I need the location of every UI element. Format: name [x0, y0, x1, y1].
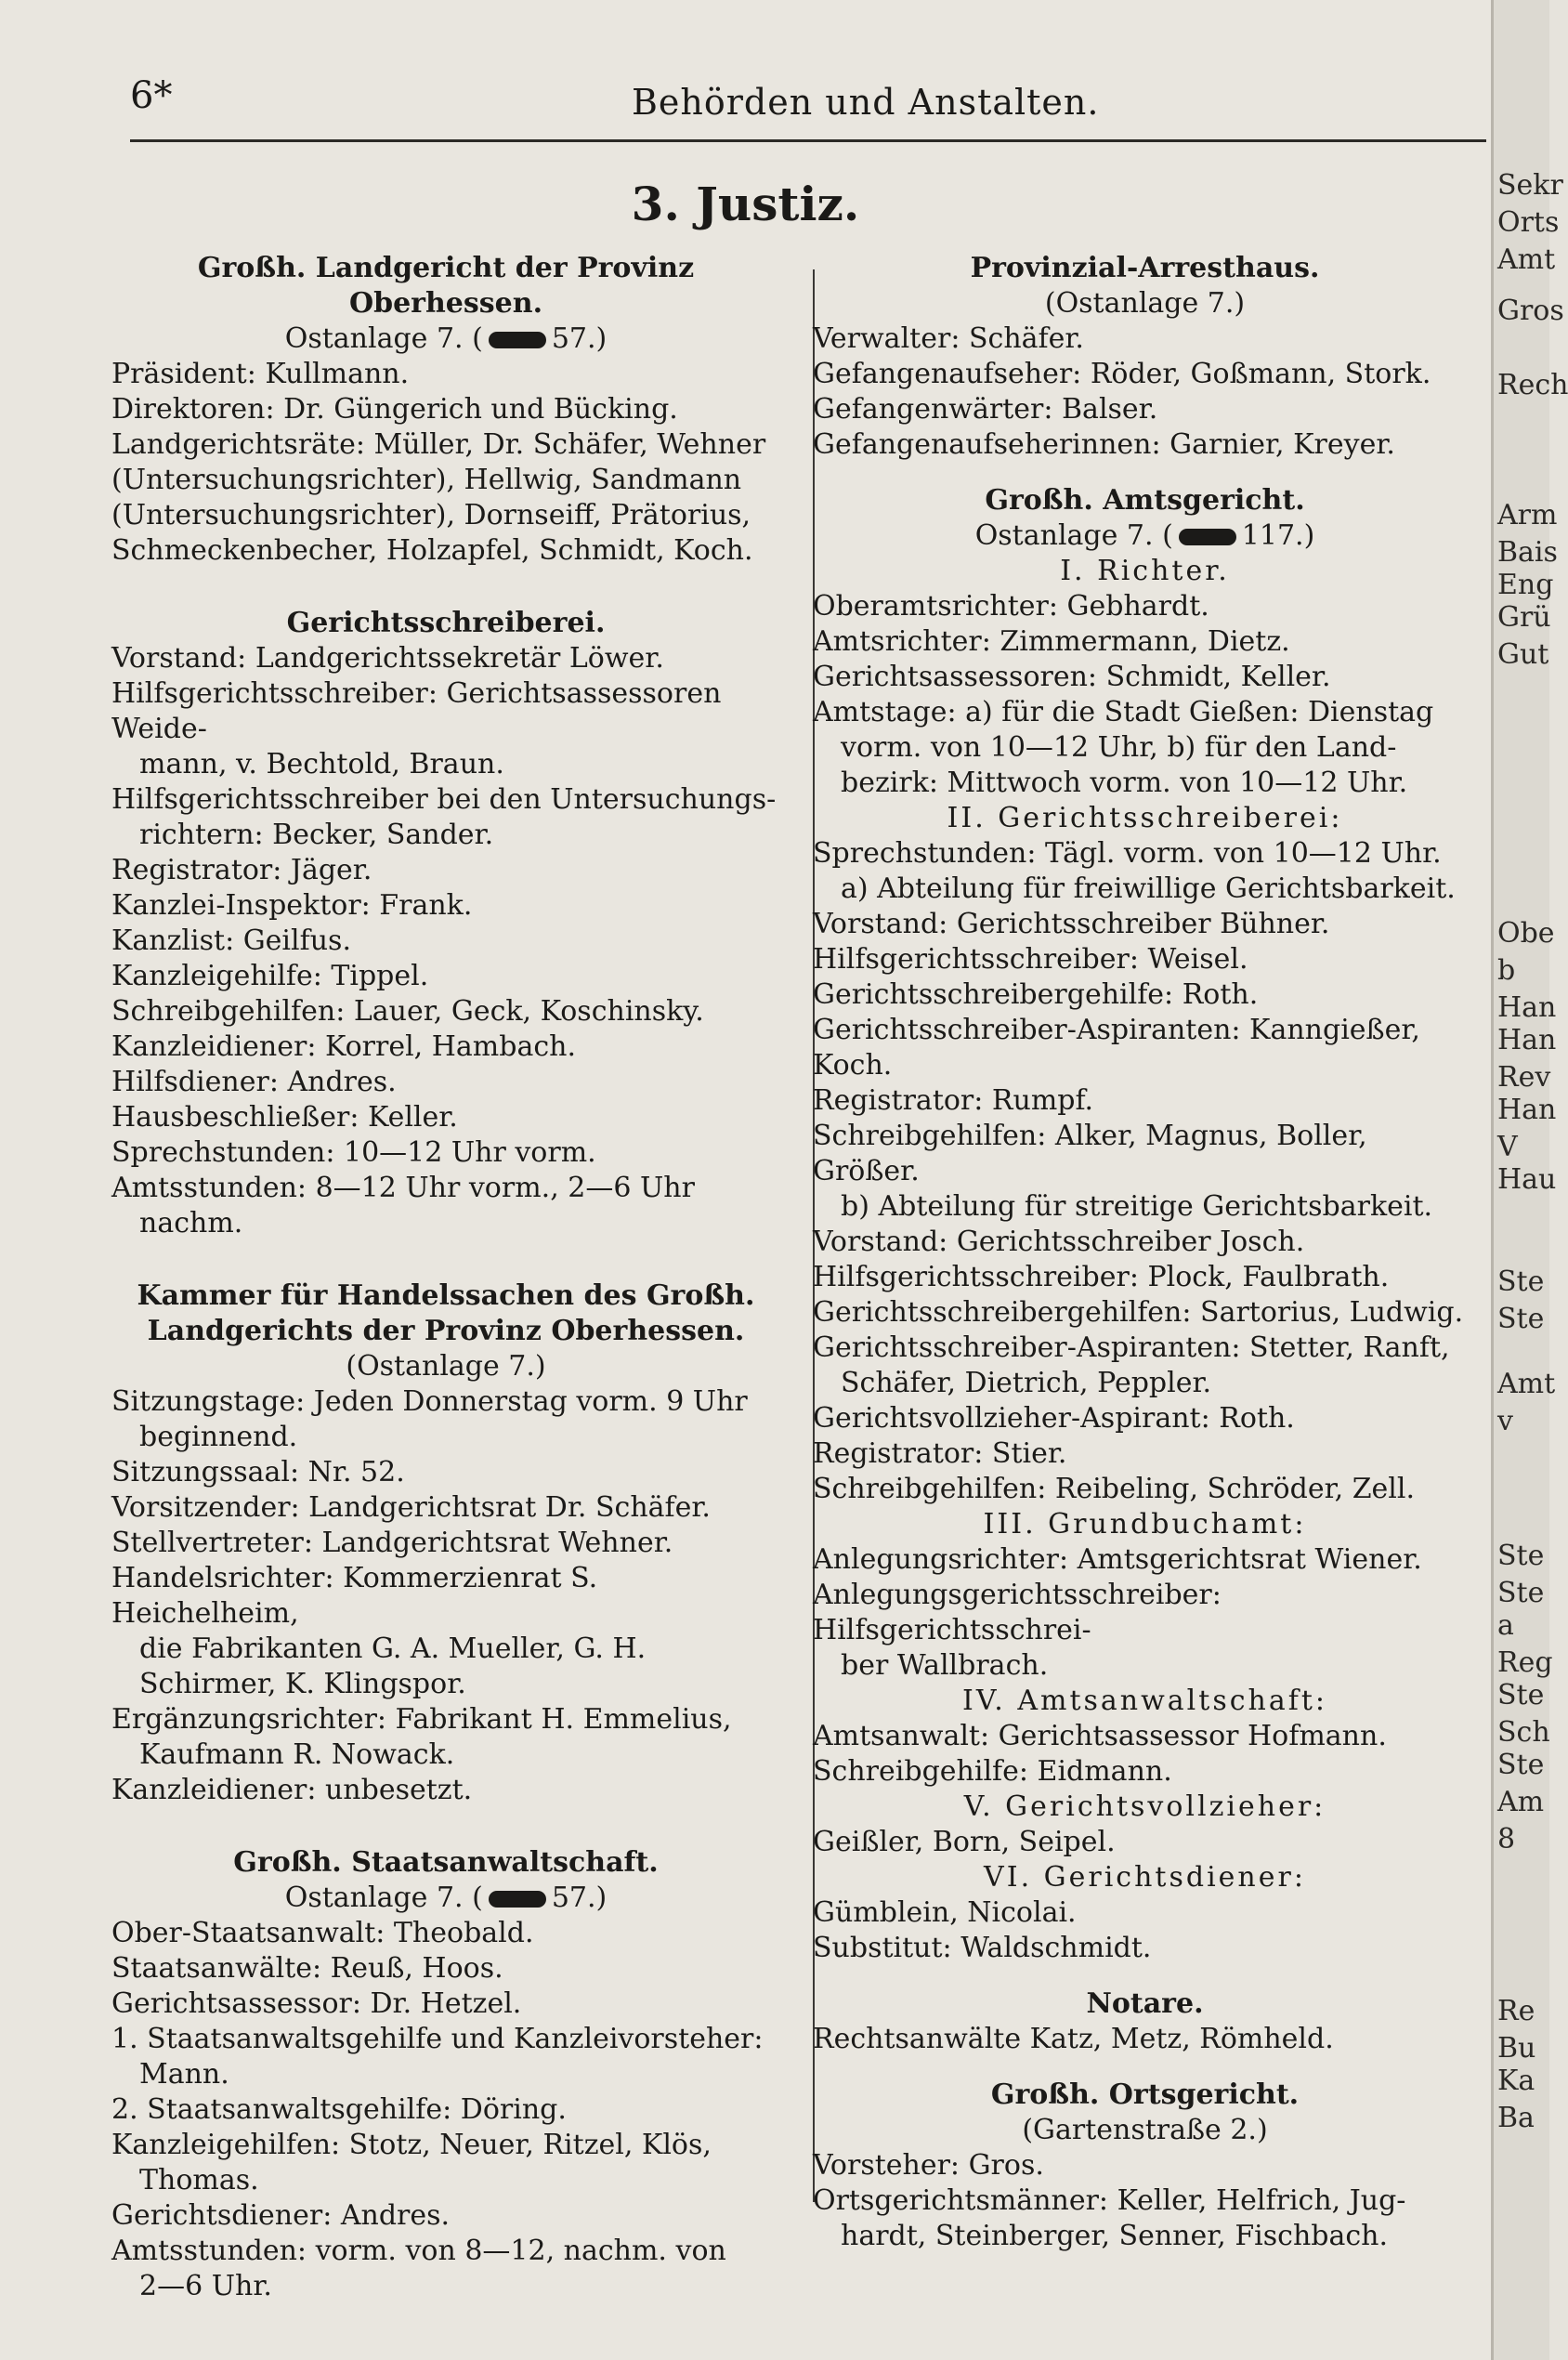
entry-line: Kaufmann R. Nowack. — [139, 1738, 455, 1771]
telephone-number: 57.) — [551, 322, 608, 355]
kammer-title-1: Kammer für Handelssachen des Großh. — [137, 1279, 755, 1312]
entry-line: Gerichtsvollzieher-Aspirant: Roth. — [813, 1402, 1295, 1435]
notare-list — [813, 2022, 1477, 2057]
edge-fragment: Ka — [1497, 2065, 1535, 2097]
entry-line: Schreibgehilfen: Reibeling, Schröder, Zell. — [813, 1473, 1416, 1505]
entry-line: Verwalter: Schäfer. — [813, 322, 1084, 355]
grundbuchamt-heading: III. Grundbuchamt: — [983, 1508, 1307, 1541]
staatsanwaltschaft-address — [111, 1881, 780, 1916]
entry-line: ber Wallbrach. — [841, 1649, 1049, 1682]
arresthaus-list — [813, 321, 1477, 463]
edge-fragment: Re — [1497, 1995, 1535, 2027]
gerichtsvollzieher-list — [813, 1825, 1477, 1860]
entry-line: Gerichtsschreibergehilfe: Roth. — [813, 978, 1259, 1011]
entry-line: Gerichtsassessoren: Schmidt, Keller. — [813, 661, 1331, 693]
entry-line: Hilfsgerichtsschreiber: Weisel. — [813, 943, 1248, 976]
entry-line: Gefangenaufseherinnen: Garnier, Kreyer. — [813, 428, 1395, 461]
section-title: 3. Justiz. — [631, 177, 860, 231]
entry-line: Vorstand: Gerichtsschreiber Josch. — [813, 1226, 1305, 1258]
entry-line: Schmeckenbecher, Holzapfel, Schmidt, Koch. — [111, 534, 753, 567]
entry-line: Schreibgehilfe: Eidmann. — [813, 1755, 1172, 1788]
left-column — [111, 251, 780, 2304]
entry-line: Ortsgerichtsmänner: Keller, Helfrich, Jug- — [813, 2184, 1406, 2217]
edge-fragment: Hau — [1497, 1163, 1557, 1196]
edge-fragment: Amt — [1497, 243, 1556, 276]
entry-line: Gerichtsdiener: Andres. — [111, 2199, 451, 2232]
ortsgericht-address: (Gartenstraße 2.) — [1022, 2114, 1268, 2146]
address-text: Ostanlage 7. ( — [974, 519, 1173, 552]
entry-line: hardt, Steinberger, Senner, Fischbach. — [841, 2220, 1389, 2252]
right-column — [813, 251, 1477, 2254]
grundbuchamt-list — [813, 1542, 1477, 1684]
entry-line: Gefangenaufseher: Röder, Goßmann, Stork. — [813, 358, 1431, 390]
entry-line: die Fabrikanten G. A. Mueller, G. H. — [139, 1632, 647, 1665]
gerichtsvollzieher-heading: V. Gerichtsvollzieher: — [963, 1790, 1326, 1823]
entry-line: Gefangenwärter: Balser. — [813, 393, 1158, 426]
entry-line: 2—6 Uhr. — [139, 2270, 272, 2302]
telephone-number: 57.) — [551, 1881, 608, 1914]
entry-line: Vorsteher: Gros. — [813, 2149, 1044, 2182]
entry-line: Oberamtsrichter: Gebhardt. — [813, 590, 1209, 623]
edge-fragment: a — [1497, 1609, 1514, 1642]
entry-line: Anlegungsgerichtsschreiber: Hilfsgerichtsschrei- — [813, 1579, 1222, 1646]
edge-fragment: Ste — [1497, 1749, 1545, 1781]
edge-fragment: Ste — [1497, 1679, 1545, 1711]
header-rule — [130, 139, 1486, 142]
edge-fragment: V — [1497, 1131, 1518, 1163]
entry-line: Hilfsdiener: Andres. — [111, 1066, 397, 1098]
edge-fragment: Sch — [1497, 1716, 1550, 1749]
amtsgericht-gs-list — [813, 836, 1477, 1507]
entry-line: vorm. von 10—12 Uhr, b) für den Land- — [841, 731, 1397, 764]
kammer-title-2: Landgerichts der Provinz Oberhessen. — [147, 1315, 745, 1347]
entry-line: Thomas. — [139, 2164, 259, 2196]
edge-fragment: Han — [1497, 1094, 1557, 1126]
kammer-list — [111, 1384, 780, 1808]
edge-fragment: Orts — [1497, 206, 1560, 239]
entry-line: beginnend. — [139, 1421, 298, 1453]
ortsgericht-list — [813, 2148, 1477, 2254]
edge-fragment: Obe — [1497, 917, 1555, 950]
entry-line: Mann. — [139, 2058, 229, 2091]
entry-line: Registrator: Jäger. — [111, 854, 372, 886]
entry-line: Rechtsanwälte Katz, Metz, Römheld. — [813, 2023, 1334, 2055]
entry-line: Sitzungssaal: Nr. 52. — [111, 1456, 405, 1488]
richter-heading: I. Richter. — [1060, 555, 1230, 587]
entry-line: Gerichtsschreibergehilfen: Sartorius, Ludwig. — [813, 1296, 1464, 1329]
edge-fragment: Sekr — [1497, 169, 1563, 202]
entry-line: Handelsrichter: Kommerzienrat S. Heichelheim, — [111, 1562, 598, 1630]
edge-fragment: Amt — [1497, 1368, 1556, 1400]
entry-line: Amtsstunden: vorm. von 8—12, nachm. von — [111, 2235, 726, 2267]
entry-line: Gerichtsassessor: Dr. Hetzel. — [111, 1987, 522, 2020]
entry-line: Kanzlei-Inspektor: Frank. — [111, 889, 473, 922]
entry-line: Amtstage: a) für die Stadt Gießen: Dienstag — [813, 696, 1434, 728]
entry-line: Gümblein, Nicolai. — [813, 1896, 1077, 1929]
entry-line: Ergänzungsrichter: Fabrikant H. Emmelius, — [111, 1703, 732, 1736]
entry-line: Registrator: Stier. — [813, 1437, 1067, 1470]
edge-fragment: Am — [1497, 1786, 1545, 1818]
telephone-icon — [489, 332, 546, 348]
entry-line: Hilfsgerichtsschreiber bei den Untersuchungs- — [111, 783, 777, 816]
entry-line: b) Abteilung für streitige Gerichtsbarkeit. — [841, 1190, 1433, 1223]
edge-fragment: Eng — [1497, 569, 1554, 601]
telephone-number: 117.) — [1241, 519, 1315, 552]
gerichtsdiener-heading: VI. Gerichtsdiener: — [984, 1861, 1306, 1894]
gerichtsschreiberei-title: Gerichtsschreiberei. — [286, 607, 606, 639]
entry-line: 1. Staatsanwaltsgehilfe und Kanzleivorsteher: — [111, 2023, 764, 2055]
entry-line: Schreibgehilfen: Alker, Magnus, Boller, Größer. — [813, 1120, 1367, 1187]
entry-line: Kanzleigehilfen: Stotz, Neuer, Ritzel, Klös, — [111, 2129, 712, 2161]
entry-line: Stellvertreter: Landgerichtsrat Wehner. — [111, 1527, 673, 1559]
edge-fragment: b — [1497, 954, 1516, 987]
edge-fragment: Gros — [1497, 295, 1564, 327]
entry-line: Landgerichtsräte: Müller, Dr. Schäfer, Wehner — [111, 428, 766, 461]
entry-line: Kanzleigehilfe: Tippel. — [111, 960, 429, 992]
address-text: Ostanlage 7. ( — [284, 1881, 483, 1914]
entry-line: Hilfsgerichtsschreiber: Gerichtsassessoren Weide- — [111, 677, 722, 745]
edge-fragment: Rech — [1497, 369, 1568, 401]
page-number: 6* — [130, 74, 173, 117]
entry-line: Registrator: Rumpf. — [813, 1084, 1094, 1117]
edge-fragment: Ba — [1497, 2102, 1535, 2134]
kammer-address: (Ostanlage 7.) — [346, 1350, 546, 1383]
landgericht-title: Großh. Landgericht der Provinz Oberhessen. — [197, 252, 695, 320]
entry-line: 2. Staatsanwaltsgehilfe: Döring. — [111, 2093, 567, 2126]
entry-line: Ober-Staatsanwalt: Theobald. — [111, 1917, 534, 1949]
edge-fragment: Ste — [1497, 1265, 1545, 1298]
entry-line: Schirmer, K. Klingspor. — [139, 1668, 466, 1700]
edge-fragment: Bais — [1497, 536, 1558, 569]
telephone-icon — [489, 1891, 546, 1908]
entry-line: Sprechstunden: Tägl. vorm. von 10—12 Uhr. — [813, 837, 1442, 870]
edge-fragment: Gut — [1497, 638, 1549, 671]
entry-line: nachm. — [139, 1207, 243, 1239]
entry-line: Gerichtsschreiber-Aspiranten: Stetter, Ranft, — [813, 1331, 1450, 1364]
entry-line: Amtsstunden: 8—12 Uhr vorm., 2—6 Uhr — [111, 1172, 695, 1204]
arresthaus-address: (Ostanlage 7.) — [1044, 287, 1246, 320]
entry-line: Geißler, Born, Seipel. — [813, 1826, 1116, 1858]
staatsanwaltschaft-list — [111, 1916, 780, 2304]
entry-line: Gerichtsschreiber-Aspiranten: Kanngießer, Koch. — [813, 1014, 1420, 1082]
entry-line: Sprechstunden: 10—12 Uhr vorm. — [111, 1136, 596, 1169]
edge-fragment: 8 — [1497, 1823, 1516, 1855]
entry-line: Kanzlist: Geilfus. — [111, 924, 351, 957]
landgericht-address — [111, 321, 780, 357]
entry-line: Vorstand: Gerichtsschreiber Bühner. — [813, 908, 1330, 940]
gerichtsschreiberei-heading: II. Gerichtsschreiberei: — [947, 802, 1343, 834]
entry-line: Kanzleidiener: Korrel, Hambach. — [111, 1030, 576, 1063]
amtsanwaltschaft-list — [813, 1719, 1477, 1790]
edge-fragment: Reg — [1497, 1646, 1553, 1679]
entry-line: Hausbeschließer: Keller. — [111, 1101, 458, 1134]
entry-line: Substitut: Waldschmidt. — [813, 1932, 1152, 1964]
staatsanwaltschaft-title: Großh. Staatsanwaltschaft. — [233, 1846, 659, 1879]
edge-fragment: Han — [1497, 1024, 1557, 1056]
edge-fragment: Han — [1497, 991, 1557, 1024]
entry-line: bezirk: Mittwoch vorm. von 10—12 Uhr. — [841, 767, 1408, 799]
landgericht-list — [111, 357, 780, 569]
entry-line: Präsident: Kullmann. — [111, 358, 410, 390]
edge-fragment: Ste — [1497, 1303, 1545, 1335]
entry-line: Direktoren: Dr. Güngerich und Bücking. — [111, 393, 678, 426]
entry-line: Schäfer, Dietrich, Peppler. — [841, 1367, 1212, 1399]
amtsgericht-title: Großh. Amtsgericht. — [985, 484, 1305, 517]
edge-fragment: Rev — [1497, 1061, 1551, 1094]
amtsgericht-address — [813, 518, 1477, 554]
entry-line: Sitzungstage: Jeden Donnerstag vorm. 9 Uhr — [111, 1385, 748, 1418]
entry-line: mann, v. Bechtold, Braun. — [139, 748, 504, 780]
edge-fragment: Arm — [1497, 499, 1558, 531]
edge-fragment: Bu — [1497, 2032, 1536, 2065]
entry-line: richtern: Becker, Sander. — [139, 819, 494, 851]
ortsgericht-title: Großh. Ortsgericht. — [990, 2078, 1300, 2111]
entry-line: Schreibgehilfen: Lauer, Geck, Koschinsky. — [111, 995, 704, 1028]
entry-line: Amtsanwalt: Gerichtsassessor Hofmann. — [813, 1720, 1387, 1752]
arresthaus-title: Provinzial-Arresthaus. — [970, 252, 1320, 284]
edge-fragment: Ste — [1497, 1577, 1545, 1609]
amtsanwaltschaft-heading: IV. Amtsanwaltschaft: — [962, 1685, 1327, 1717]
entry-line: (Untersuchungsrichter), Hellwig, Sandmann — [111, 464, 742, 496]
gerichtsdiener-list — [813, 1895, 1477, 1966]
entry-line: Vorsitzender: Landgerichtsrat Dr. Schäfer. — [111, 1491, 711, 1524]
entry-line: Staatsanwälte: Reuß, Hoos. — [111, 1952, 503, 1985]
entry-line: (Untersuchungsrichter), Dornseiff, Prätorius, — [111, 499, 751, 531]
edge-fragment: v — [1497, 1405, 1513, 1437]
notare-title: Notare. — [1086, 1987, 1204, 2020]
richter-list — [813, 589, 1477, 801]
adjacent-page-edge — [1491, 0, 1568, 2360]
entry-line: Amtsrichter: Zimmermann, Dietz. — [813, 625, 1290, 658]
gerichtsschreiberei-list — [111, 641, 780, 1241]
entry-line: Vorstand: Landgerichtssekretär Löwer. — [111, 642, 664, 675]
edge-fragment: Ste — [1497, 1540, 1545, 1572]
edge-fragment: Grü — [1497, 601, 1551, 634]
entry-line: Hilfsgerichtsschreiber: Plock, Faulbrath. — [813, 1261, 1390, 1293]
entry-line: Anlegungsrichter: Amtsgerichtsrat Wiener. — [813, 1543, 1422, 1576]
entry-line: a) Abteilung für freiwillige Gerichtsbarkeit. — [841, 872, 1456, 905]
running-title: Behörden und Anstalten. — [632, 82, 1100, 123]
entry-line: Kanzleidiener: unbesetzt. — [111, 1774, 473, 1806]
address-text: Ostanlage 7. ( — [284, 322, 483, 355]
telephone-icon — [1179, 529, 1236, 545]
